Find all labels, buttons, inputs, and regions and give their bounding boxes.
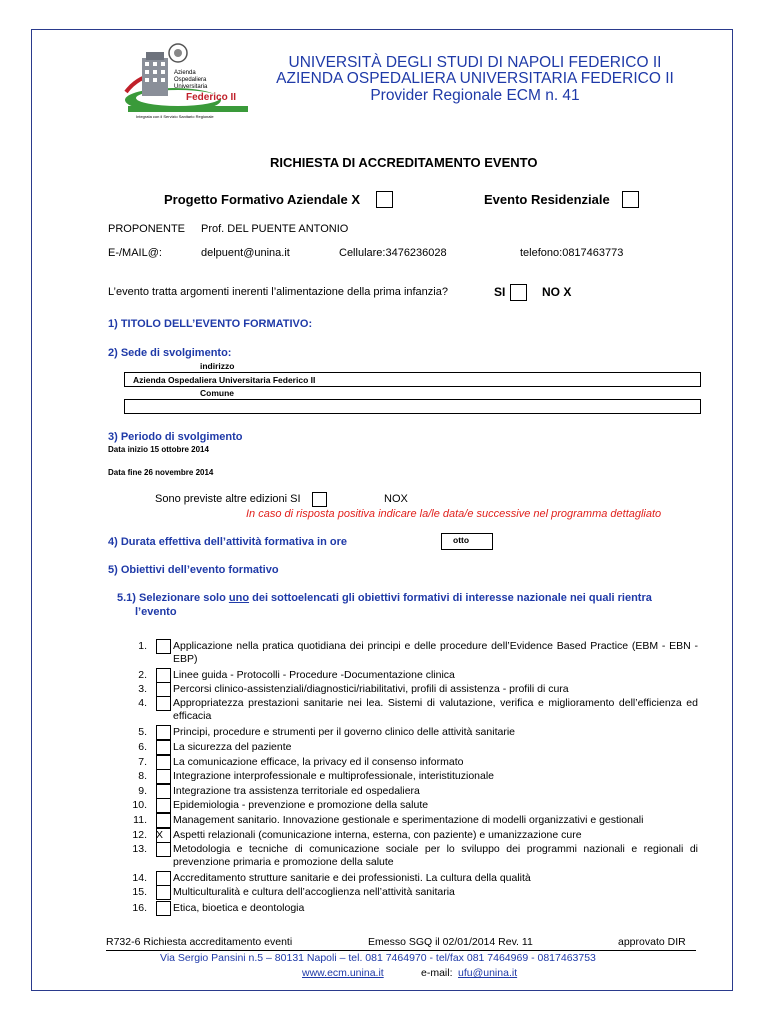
objective-text: La comunicazione efficace, la privacy ed il consenso informato	[173, 756, 464, 768]
infancy-si-checkbox[interactable]	[510, 284, 527, 301]
objective-checkbox[interactable]	[156, 682, 171, 697]
section-5-1-text-underlined: uno	[228, 592, 250, 604]
objective-text: Principi, procedure e strumenti per il governo clinico delle attività sanitarie	[173, 726, 515, 738]
objective-checkbox[interactable]	[156, 813, 171, 828]
address-value: Azienda Ospedaliera Universitaria Federico II	[133, 375, 316, 385]
objective-number: 5.	[138, 726, 147, 738]
duration-value: otto	[453, 535, 470, 545]
objective-text: Epidemiologia - prevenzione e promozione della salute	[173, 799, 429, 811]
footer-issued: Emesso SGQ il 02/01/2014 Rev. 11	[368, 936, 533, 948]
section-5-1-heading	[117, 592, 652, 604]
objective-checkbox[interactable]	[156, 769, 171, 784]
logo-text-d: Federico II	[186, 92, 237, 103]
objective-checkbox[interactable]	[156, 668, 171, 683]
objective-checkbox[interactable]	[156, 725, 171, 740]
objective-number: 6.	[138, 741, 147, 753]
objective-text: Integrazione interprofessionale e multiprofessionale, interistituzionale	[173, 770, 495, 782]
infancy-no-label: NO X	[542, 285, 572, 299]
header-line-1: UNIVERSITÀ DEGLI STUDI DI NAPOLI FEDERICO II	[288, 54, 662, 71]
objective-mark: X	[155, 829, 163, 841]
phone-value: telefono:0817463773	[520, 247, 624, 259]
objective-number: 16.	[132, 902, 147, 914]
editions-no-label: NOX	[384, 493, 408, 505]
city-field[interactable]	[124, 399, 701, 414]
objective-checkbox[interactable]	[156, 842, 171, 857]
objective-checkbox[interactable]	[156, 696, 171, 711]
objective-text: Integrazione tra assistenza territoriale ed ospedaliera	[173, 785, 420, 797]
logo-text-a: Azienda	[174, 70, 196, 76]
objective-text: La sicurezza del paziente	[173, 741, 292, 753]
objective-text: Applicazione nella pratica quotidiana dei principi e delle procedure dell’Evidence Based Practice (EBM - EBN - EBP)	[173, 640, 698, 665]
residential-event-checkbox[interactable]	[622, 191, 639, 208]
address-field[interactable]	[124, 372, 701, 387]
footer-email[interactable]: ufu@unina.it	[458, 967, 518, 979]
objective-number: 1.	[138, 640, 147, 652]
section-5-1-text-b: dei sottoelencati gli obiettivi formativi di interesse nazionale nei quali rientra	[249, 592, 652, 604]
objective-number: 4.	[138, 697, 147, 709]
footer-divider	[106, 950, 696, 951]
objective-checkbox[interactable]	[156, 798, 171, 813]
objective-number: 15.	[132, 886, 147, 898]
objective-number: 11.	[133, 814, 147, 826]
footer-email-label: e-mail:	[421, 967, 453, 979]
email-label: E-/MAIL@:	[108, 247, 162, 259]
header-line-2: AZIENDA OSPEDALIERA UNIVERSITARIA FEDERICO II	[276, 70, 674, 87]
address-label: indirizzo	[200, 361, 235, 371]
section-5-1-text-a: 5.1) Selezionare solo	[117, 592, 229, 604]
footer-code: R732-6 Richiesta accreditamento eventi	[106, 936, 293, 948]
objective-text: Etica, bioetica e deontologia	[173, 902, 305, 914]
section-2-heading: 2) Sede di svolgimento:	[108, 347, 232, 359]
mobile-value: Cellulare:3476236028	[339, 247, 447, 259]
objective-text: Percorsi clinico-assistenziali/diagnostici/riabilitativi, profili di assistenza - profili di cura	[173, 683, 569, 695]
objective-checkbox[interactable]	[156, 901, 171, 916]
footer-address: Via Sergio Pansini n.5 – 80131 Napoli – tel. 081 7464970 - tel/fax 081 7464969 - 0817463753	[160, 952, 596, 964]
objective-number: 2.	[138, 669, 147, 681]
infancy-si-label: SI	[494, 285, 506, 299]
section-5-1-line-2: l’evento	[135, 606, 177, 618]
objective-checkbox[interactable]	[156, 828, 171, 843]
editions-si-checkbox[interactable]	[312, 492, 327, 507]
section-4-heading: 4) Durata effettiva dell’attività formativa in ore	[108, 536, 348, 548]
logo-text-c: Universitaria	[174, 84, 208, 90]
objective-number: 3.	[138, 683, 147, 695]
objective-checkbox[interactable]	[156, 755, 171, 770]
infancy-question: L’evento tratta argomenti inerenti l’alimentazione della prima infanzia?	[108, 286, 448, 298]
objective-number: 9.	[138, 785, 147, 797]
project-type-checkbox[interactable]	[376, 191, 393, 208]
objective-text: Linee guida - Protocolli - Procedure -Documentazione clinica	[173, 669, 455, 681]
city-label: Comune	[200, 388, 234, 398]
header-line-3: Provider Regionale ECM n. 41	[370, 87, 580, 104]
end-date: Data fine 26 novembre 2014	[108, 468, 214, 477]
footer-approved: approvato DIR	[618, 936, 686, 948]
project-type-label: Progetto Formativo Aziendale X	[164, 192, 360, 207]
objective-number: 12.	[132, 829, 147, 841]
logo-text-b: Ospedaliera	[174, 77, 207, 83]
section-1-heading: 1) TITOLO DELL’EVENTO FORMATIVO:	[108, 318, 313, 330]
start-date: Data inizio 15 ottobre 2014	[108, 445, 209, 454]
objective-text: Management sanitario. Innovazione gestionale e sperimentazione di modelli organizzativi e gestionali	[173, 814, 644, 826]
objective-number: 14.	[132, 872, 147, 884]
objective-text: Multiculturalità e cultura dell’accoglienza nell’attività sanitaria	[173, 886, 455, 898]
email-value: delpuent@unina.it	[201, 247, 290, 259]
objective-checkbox[interactable]	[156, 784, 171, 799]
objective-text: Accreditamento strutture sanitarie e dei professionisti. La cultura della qualità	[173, 872, 531, 884]
residential-event-label: Evento Residenziale	[484, 192, 610, 207]
editions-note: In caso di risposta positiva indicare la/le data/e successive nel programma dettagliato	[246, 508, 662, 520]
objective-text: Aspetti relazionali (comunicazione interna, esterna, con paziente) e umanizzazione cure	[173, 829, 582, 841]
objective-checkbox[interactable]	[156, 885, 171, 900]
form-title: RICHIESTA DI ACCREDITAMENTO EVENTO	[270, 155, 538, 170]
logo-tagline: Integrata con il Servizio Sanitario Regionale	[136, 114, 214, 119]
objective-number: 8.	[138, 770, 147, 782]
objective-text: Metodologia e tecniche di comunicazione sociale per lo sviluppo dei programmi nazionali e regionali di prevenzione primaria e promozione della salute	[173, 843, 698, 868]
section-5-heading: 5) Obiettivi dell’evento formativo	[108, 564, 279, 576]
footer-website[interactable]: www.ecm.unina.it	[302, 967, 384, 979]
objective-checkbox[interactable]	[156, 740, 171, 755]
proponent-value: Prof. DEL PUENTE ANTONIO	[201, 223, 349, 235]
objective-text: Appropriatezza prestazioni sanitarie nei lea. Sistemi di valutazione, verifica e miglioramento dell’efficienza ed efficacia	[173, 697, 698, 722]
proponent-label: PROPONENTE	[108, 223, 186, 235]
objective-checkbox[interactable]	[156, 639, 171, 654]
objective-number: 13.	[132, 843, 147, 855]
objective-number: 7.	[138, 756, 147, 768]
duration-field[interactable]	[441, 533, 493, 550]
section-3-heading: 3) Periodo di svolgimento	[108, 431, 243, 443]
objective-number: 10.	[132, 799, 147, 811]
editions-question: Sono previste altre edizioni SI	[155, 493, 301, 505]
objective-checkbox[interactable]	[156, 871, 171, 886]
